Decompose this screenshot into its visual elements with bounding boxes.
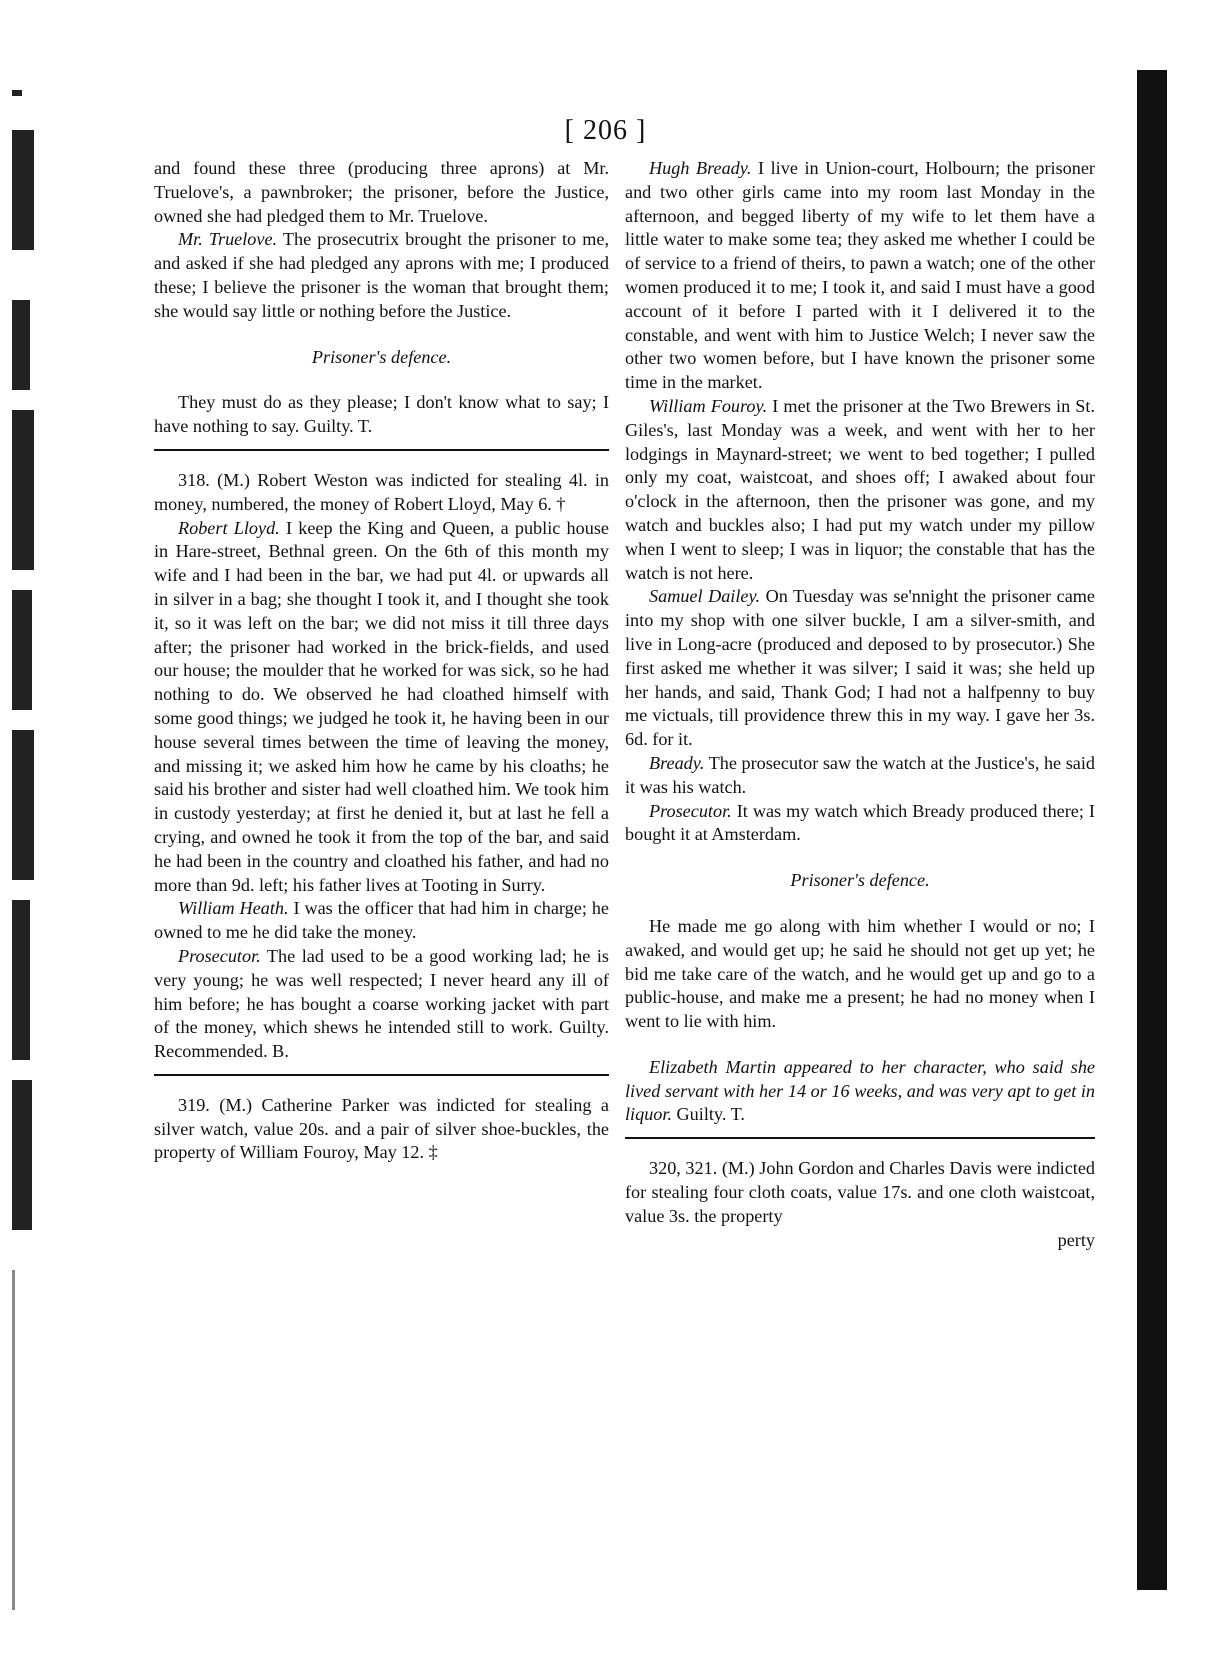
testimony-text: On Tuesday was se'nnight the prisoner came into my shop with one silver buckle, I am a silver-smith, and live in Long-acre (produced and deposed to by prosecutor.) She first asked me whether it was silver; I said it was; she held up her hands, and said, Thank God; I had not a halfpenny to buy me victuals, till providence threw this in my way. I gave her 3s. 6d. for it. bbox=[625, 586, 1095, 750]
case-title: 319. (M.) Catherine Parker was indicted for stealing a silver watch, value 20s. and a pair of silver shoe-buckles, the property of William Fouroy, May 12. ‡ bbox=[154, 1094, 609, 1163]
testimony-text: I was the officer that had him in charge; he owned to me he did take the money. bbox=[154, 898, 609, 943]
testimony bbox=[154, 945, 609, 1064]
speaker: Robert Lloyd. bbox=[178, 517, 280, 538]
testimony-text: The lad used to be a good working lad; he is very young; he was well respected; I never heard any ill of him before; he has bought a coarse working jacket with part of the money, which shews he intended still to work. Guilty. Recommended. B. bbox=[154, 945, 609, 1062]
testimony bbox=[154, 897, 609, 945]
testimony-text: The prosecutrix brought the prisoner to me, and asked if she had pledged any aprons with me; I produced these; I believe the prisoner is the woman that brought them; she would say little or nothing before the Justice. bbox=[154, 229, 609, 321]
speaker: Bready. bbox=[649, 752, 705, 773]
testimony bbox=[154, 517, 609, 898]
testimony bbox=[625, 752, 1095, 800]
speaker: Prosecutor. bbox=[178, 945, 261, 966]
speaker: Prosecutor. bbox=[649, 800, 732, 821]
testimony-text: The prosecutor saw the watch at the Justice's, he said it was his watch. bbox=[625, 752, 1095, 797]
paragraph: They must do as they please; I don't know what to say; I have nothing to say. Guilty. T. bbox=[154, 392, 609, 437]
speaker: William Heath. bbox=[178, 898, 289, 919]
left-column bbox=[154, 157, 609, 1165]
testimony bbox=[625, 585, 1095, 752]
speaker: William Fouroy. bbox=[649, 395, 768, 416]
paragraph: He made me go along with him whether I would or no; I awaked, and would get up; he said he should not get up yet; he bid me take care of the watch, and he would get up and go to a public-house, and make me a present; he had no money when I went to lie with him. bbox=[625, 915, 1095, 1032]
divider bbox=[625, 1137, 1095, 1139]
testimony bbox=[625, 800, 1095, 848]
testimony bbox=[625, 395, 1095, 585]
divider bbox=[154, 449, 609, 451]
scan-margin-marks bbox=[8, 70, 40, 1630]
paragraph: and found these three (producing three aprons) at Mr. Truelove's, a pawnbroker; the prisoner, before the Justice, owned she had pledged them to Mr. Truelove. bbox=[154, 158, 609, 226]
speaker: Hugh Bready. bbox=[649, 158, 752, 178]
speaker: Mr. Truelove. bbox=[178, 229, 278, 250]
testimony-text: I keep the King and Queen, a public house in Hare-street, Bethnal green. On the 6th of this month my wife and I had been in the bar, we had put 4l. or upwards all in silver in a bag; she thought I took it, and I thought she took it, so it was left on the bar; we did not miss it till three days after; the prisoner had worked in the brick-fields, and used our house; the moulder that he worked for was sick, so he had nothing to do. We observed he had cloathed himself with some good things; we judged he took it, he having been in our house several times between the time of leaving the money, and missing it; we asked him how he came by his cloaths; he said his brother and sister had well cloathed him. We took him in custody yesterday; at first he denied it, but at last he fell a crying, and owned he took it from the top of the bar, and said he had been in the country and cloathed his father, and had no more than 9d. left; his father lives at Tooting in Surry. bbox=[154, 517, 609, 895]
page-number: [ 206 ] bbox=[564, 115, 647, 146]
case-title: 318. (M.) Robert Weston was indicted for stealing 4l. in money, numbered, the money of Robert Lloyd, May 6. † bbox=[154, 469, 609, 514]
testimony bbox=[625, 157, 1095, 395]
verdict: Guilty. T. bbox=[672, 1104, 745, 1125]
testimony bbox=[154, 228, 609, 323]
character-note bbox=[625, 1056, 1095, 1127]
section-heading: Prisoner's defence. bbox=[311, 346, 452, 367]
testimony-text: I met the prisoner at the Two Brewers in St. Giles's, last Monday was a week, and went with her to her lodgings in Maynard-street; we went to bed together; I pulled only my coat, waistcoat, and shoes off; I awaked about four o'clock in the afternoon, then the prisoner was gone, and my watch and buckles also; I had put my watch under my pillow when I went to sleep; I was in liquor; the constable that has the watch is not here. bbox=[625, 395, 1095, 583]
testimony-text: It was my watch which Bready produced there; I bought it at Amsterdam. bbox=[625, 800, 1095, 845]
character-text: Elizabeth Martin appeared to her character, who said she lived servant with her 14 or 16 weeks, and was very apt to get in liquor. bbox=[625, 1056, 1095, 1125]
scan-edge-band bbox=[1137, 70, 1167, 1590]
testimony-text: I live in Union-court, Holbourn; the prisoner and two other girls came into my room last Monday in the afternoon, and begged liberty of my wife to let them have a little water to make some tea; they asked me whether I could be of service to a friend of theirs, to pawn a watch; one of the other women produced it to me; I took it, and said I must have a good account of it before I parted with it I delivered it to the constable, and went with him to Justice Welch; I never saw the other two women before, but I have known the prisoner some time in the market. bbox=[625, 158, 1095, 393]
right-column bbox=[625, 157, 1095, 1252]
divider bbox=[154, 1074, 609, 1076]
section-heading: Prisoner's defence. bbox=[790, 870, 930, 891]
catchword: perty bbox=[1057, 1229, 1095, 1250]
speaker: Samuel Dailey. bbox=[649, 586, 761, 607]
case-title: 320, 321. (M.) John Gordon and Charles Davis were indicted for stealing four cloth coats, value 17s. and one cloth waistcoat, value 3s. the property bbox=[625, 1158, 1095, 1226]
